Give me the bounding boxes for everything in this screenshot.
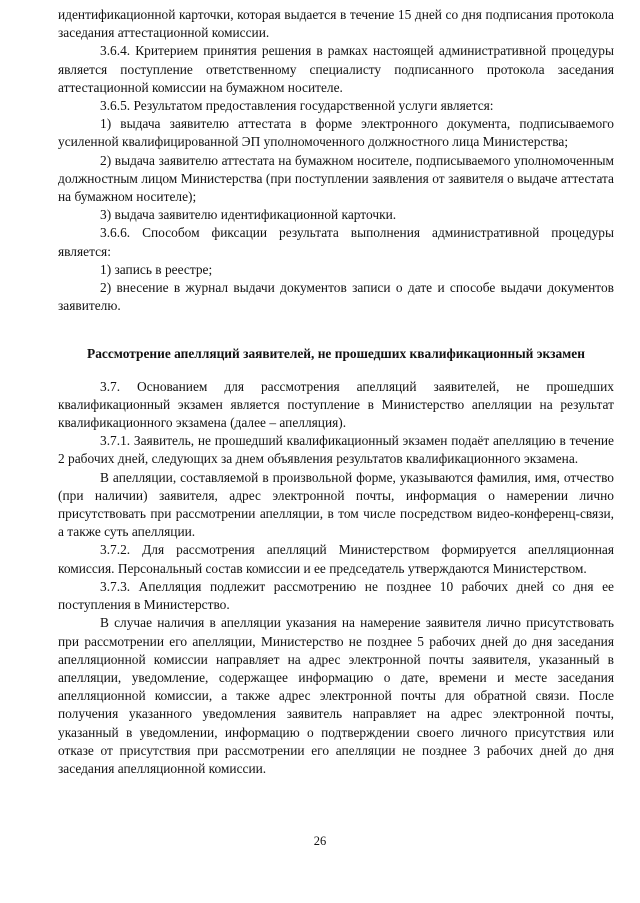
- paragraph-q3: 3.7.2. Для рассмотрения апелляций Министерством формируется апелляционная комиссия. Персональный состав комиссии и ее председатель утверждаются Министерством.: [58, 542, 614, 576]
- paragraph-p2: 3.6.5. Результатом предоставления государственной услуги является:: [100, 98, 494, 114]
- section-heading-appeals: Рассмотрение апелляций заявителей, не прошедших квалификационный экзамен: [87, 346, 585, 362]
- paragraph-p1: 3.6.4. Критерием принятия решения в рамках настоящей административной процедуры является поступление ответственному специалисту подписанного протокола заседания аттестационной комиссии на бумажном носителе.: [58, 43, 614, 95]
- paragraph-p7: 1) запись в реестре;: [100, 261, 213, 277]
- page-number: 26: [313, 834, 327, 848]
- section-3-6-text: [58, 6, 614, 315]
- paragraph-q0: 3.7. Основанием для рассмотрения апелляций заявителей, не прошедших квалификационный экзамен является поступление в Министерство апелляции на результат квалификационного экзамена (далее – апелляция).: [58, 378, 614, 431]
- paragraph-p8: 2) внесение в журнал выдачи документов записи о дате и способе выдачи документов заявителю.: [58, 280, 614, 314]
- spacer: [58, 315, 614, 331]
- paragraph-q1: 3.7.1. Заявитель, не прошедший квалификационный экзамен подаёт апелляцию в течение 2 рабочих дней, следующих за днем объявления результатов квалификационного экзамена.: [58, 433, 614, 467]
- section-3-7-text: [58, 378, 614, 778]
- paragraph-q5: В случае наличия в апелляции указания на намерение заявителя лично присутствовать при рассмотрении его апелляции, Министерство не позднее 5 рабочих дней до дня заседания апелляционной комиссии направляет на адрес электронной почты заявителя, указанный в апелляции, уведомление, содержащее информацию о дате, времени и месте заседания апелляционной комиссии, а также адрес электронной почты для обратной связи. После получения указанного уведомления заявитель направляет на адрес электронной почты, указанный в уведомлении, информацию о подтверждении своего личного присутствия или отказе от присутствия при рассмотрении его апелляции не позднее 3 рабочих дней до дня заседания апелляционной комиссии.: [58, 615, 614, 776]
- paragraph-p4: 2) выдача заявителю аттестата на бумажном носителе, подписываемого уполномоченным должностным лицом Министерства (при поступлении заявления от заявителя о выдаче аттестата на бумажном носителе);: [58, 152, 614, 205]
- document-page: [58, 6, 614, 778]
- paragraph-p0: идентификационной карточки, которая выдается в течение 15 дней со дня подписания протокола заседания аттестационной комиссии.: [58, 7, 614, 41]
- paragraph-p5: 3) выдача заявителю идентификационной карточки.: [100, 207, 397, 223]
- paragraph-q2: В апелляции, составляемой в произвольной форме, указываются фамилия, имя, отчество (при наличии) заявителя, адрес электронной почты, информация о намерении лично присутствовать при рассмотрении апелляции, в том числе посредством видео-конференц-связи, а также суть апелляции.: [58, 469, 614, 540]
- paragraph-q4: 3.7.3. Апелляция подлежит рассмотрению не позднее 10 рабочих дней со дня ее поступления в Министерство.: [58, 578, 614, 613]
- paragraph-p6: 3.6.6. Способом фиксации результата выполнения административной процедуры является:: [58, 225, 614, 259]
- paragraph-p3: 1) выдача заявителю аттестата в форме электронного документа, подписываемого усиленной квалифицированной ЭП уполномоченного должностного лица Министерства;: [58, 116, 614, 150]
